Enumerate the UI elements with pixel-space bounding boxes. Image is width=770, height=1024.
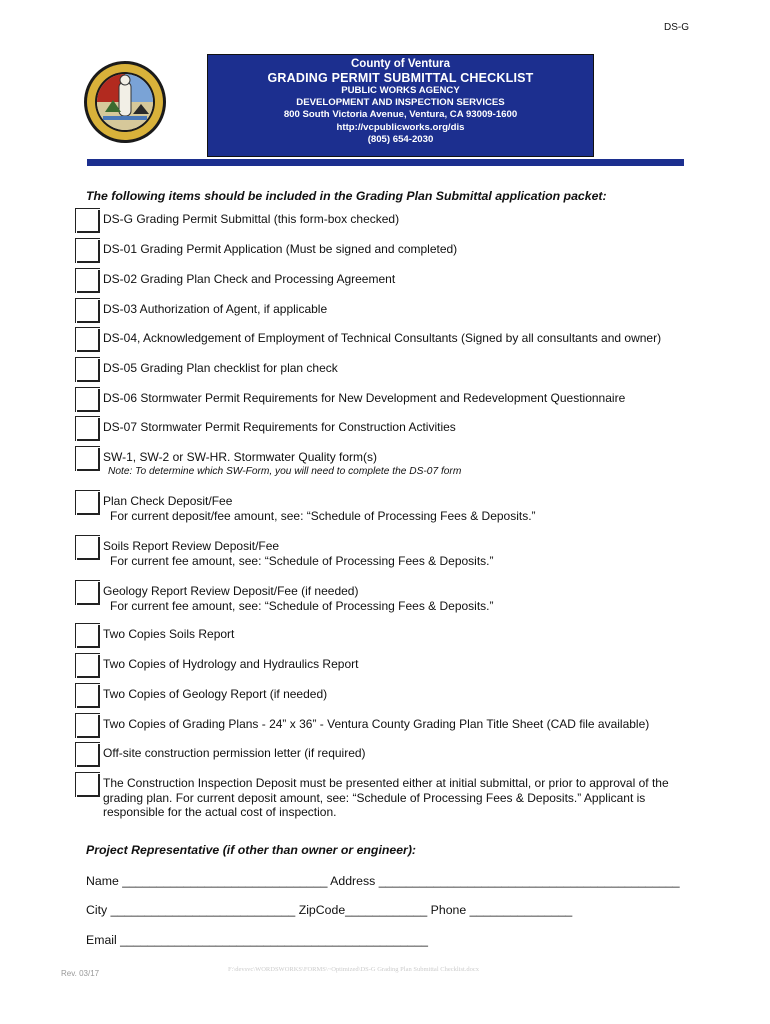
checkbox[interactable] (75, 416, 100, 441)
checklist-item-fee-note: For current fee amount, see: “Schedule of Processing Fees & Deposits.” (110, 553, 494, 568)
checklist-item-text (103, 584, 494, 613)
checklist-item-text (103, 746, 366, 761)
checklist-item-text (103, 361, 338, 376)
checkbox[interactable] (75, 446, 100, 471)
checklist-item-text (103, 776, 703, 820)
city-label: City (86, 903, 108, 917)
checkbox[interactable] (75, 580, 100, 605)
checklist-item-label: Two Copies Soils Report (103, 627, 235, 641)
checklist-item-text (103, 627, 234, 642)
checklist-item-text (103, 657, 358, 672)
checklist-item-label: DS-01 Grading Permit Application (Must be signed and completed) (103, 242, 458, 256)
checklist-item-text (103, 272, 395, 287)
checklist-item-text (103, 494, 536, 523)
checkbox[interactable] (75, 208, 100, 233)
checklist-item-label: Two Copies of Geology Report (if needed) (103, 687, 328, 701)
address-field[interactable]: ____________________________________________ (378, 874, 680, 888)
checklist-item-label: Off-site construction permission letter (if required) (103, 746, 366, 760)
file-path: F:\devsvc\WORDSWORKS\FORMS\~Optimized\DS-G Grading Plan Submittal Checklist.docx (228, 966, 480, 973)
county-name: County of Ventura (350, 58, 451, 70)
checkbox[interactable] (75, 742, 100, 767)
county-seal-icon (83, 60, 167, 144)
checklist-item-text (103, 450, 461, 479)
agency-phone: (805) 654-2030 (367, 133, 434, 145)
checklist-item-label: SW-1, SW-2 or SW-HR. Stormwater Quality form(s) (103, 450, 378, 464)
checkbox[interactable] (75, 387, 100, 412)
name-field[interactable]: ______________________________ (122, 874, 328, 888)
checklist-item-label: Two Copies of Grading Plans - 24” x 36” - Ventura County Grading Plan Title Sheet (CAD file available) (103, 717, 650, 731)
checklist-item-label: DS-G Grading Permit Submittal (this form-box checked) (103, 212, 400, 226)
checklist-item-label: The Construction Inspection Deposit must be presented either at initial submittal, or prior to approval of the grading plan. For current deposit amount, see: “Schedule of Processing Fees & Deposits.” Applicant is responsible for the actual cost of inspection. (103, 776, 669, 819)
checklist-item-fee-note: For current fee amount, see: “Schedule of Processing Fees & Deposits.” (110, 598, 494, 613)
email-label: Email (86, 933, 117, 947)
checkbox[interactable] (75, 535, 100, 560)
agency-url: http://vcpublicworks.org/dis (336, 121, 465, 133)
checklist-item-text (103, 242, 457, 257)
checklist-item-label: Geology Report Review Deposit/Fee (if needed) (103, 584, 359, 598)
checkbox[interactable] (75, 298, 100, 323)
checklist-item-fee-note: For current deposit/fee amount, see: “Schedule of Processing Fees & Deposits.” (110, 508, 536, 523)
checklist-item-label: Two Copies of Hydrology and Hydraulics Report (103, 657, 359, 671)
checkbox[interactable] (75, 490, 100, 515)
checklist-item-label: Soils Report Review Deposit/Fee (103, 539, 280, 553)
checklist-item-text (103, 420, 456, 435)
phone-field[interactable]: _______________ (469, 903, 573, 917)
checklist-item-text (103, 302, 327, 317)
revision-date: Rev. 03/17 (61, 969, 100, 978)
form-title: GRADING PERMIT SUBMITTAL CHECKLIST (267, 71, 534, 85)
checklist-item-label: DS-06 Stormwater Permit Requirements for New Development and Redevelopment Questionnaire (103, 391, 626, 405)
checkbox[interactable] (75, 357, 100, 382)
checklist-item-text (103, 687, 327, 702)
representative-heading: Project Representative (if other than owner or engineer): (86, 843, 417, 857)
checklist-item-label: DS-04, Acknowledgement of Employment of Technical Consultants (Signed by all consultants and owner) (103, 331, 662, 345)
name-address-line (86, 874, 680, 888)
checkbox[interactable] (75, 327, 100, 352)
intro-text: The following items should be included in the Grading Plan Submittal application packet: (86, 189, 607, 203)
checklist-item-label: Plan Check Deposit/Fee (103, 494, 233, 508)
checklist-item-text (103, 212, 399, 227)
city-field[interactable]: ___________________________ (110, 903, 296, 917)
checklist-item-text (103, 331, 661, 346)
header-box (207, 54, 594, 157)
checklist-item-label: DS-02 Grading Plan Check and Processing Agreement (103, 272, 396, 286)
checkbox[interactable] (75, 772, 100, 797)
checklist-item-text (103, 391, 625, 406)
checklist-item-label: DS-07 Stormwater Permit Requirements for Construction Activities (103, 420, 456, 434)
checklist-item-text (103, 539, 494, 568)
checkbox[interactable] (75, 713, 100, 738)
email-line (86, 933, 428, 947)
agency-name: PUBLIC WORKS AGENCY (341, 85, 460, 96)
phone-label: Phone (430, 903, 467, 917)
zip-field[interactable]: ____________ (345, 903, 428, 917)
checklist-item-label: DS-03 Authorization of Agent, if applicable (103, 302, 328, 316)
checklist-item-note: Note: To determine which SW-Form, you will need to complete the DS-07 form (108, 465, 462, 477)
checkbox[interactable] (75, 683, 100, 708)
checkbox[interactable] (75, 623, 100, 648)
department-name: DEVELOPMENT AND INSPECTION SERVICES (296, 97, 505, 109)
checkbox[interactable] (75, 653, 100, 678)
checklist-item-text (103, 717, 649, 732)
zip-label: ZipCode (298, 903, 346, 917)
header-divider (87, 159, 684, 166)
checkbox[interactable] (75, 238, 100, 263)
email-field[interactable]: _____________________________________________ (120, 933, 428, 947)
name-label: Name (86, 874, 119, 888)
agency-address: 800 South Victoria Avenue, Ventura, CA 93009-1600 (283, 109, 518, 121)
checklist-item-label: DS-05 Grading Plan checklist for plan check (103, 361, 338, 375)
form-code: DS-G (664, 22, 689, 33)
city-zip-phone-line (86, 903, 572, 917)
checkbox[interactable] (75, 268, 100, 293)
address-label: Address (330, 874, 376, 888)
